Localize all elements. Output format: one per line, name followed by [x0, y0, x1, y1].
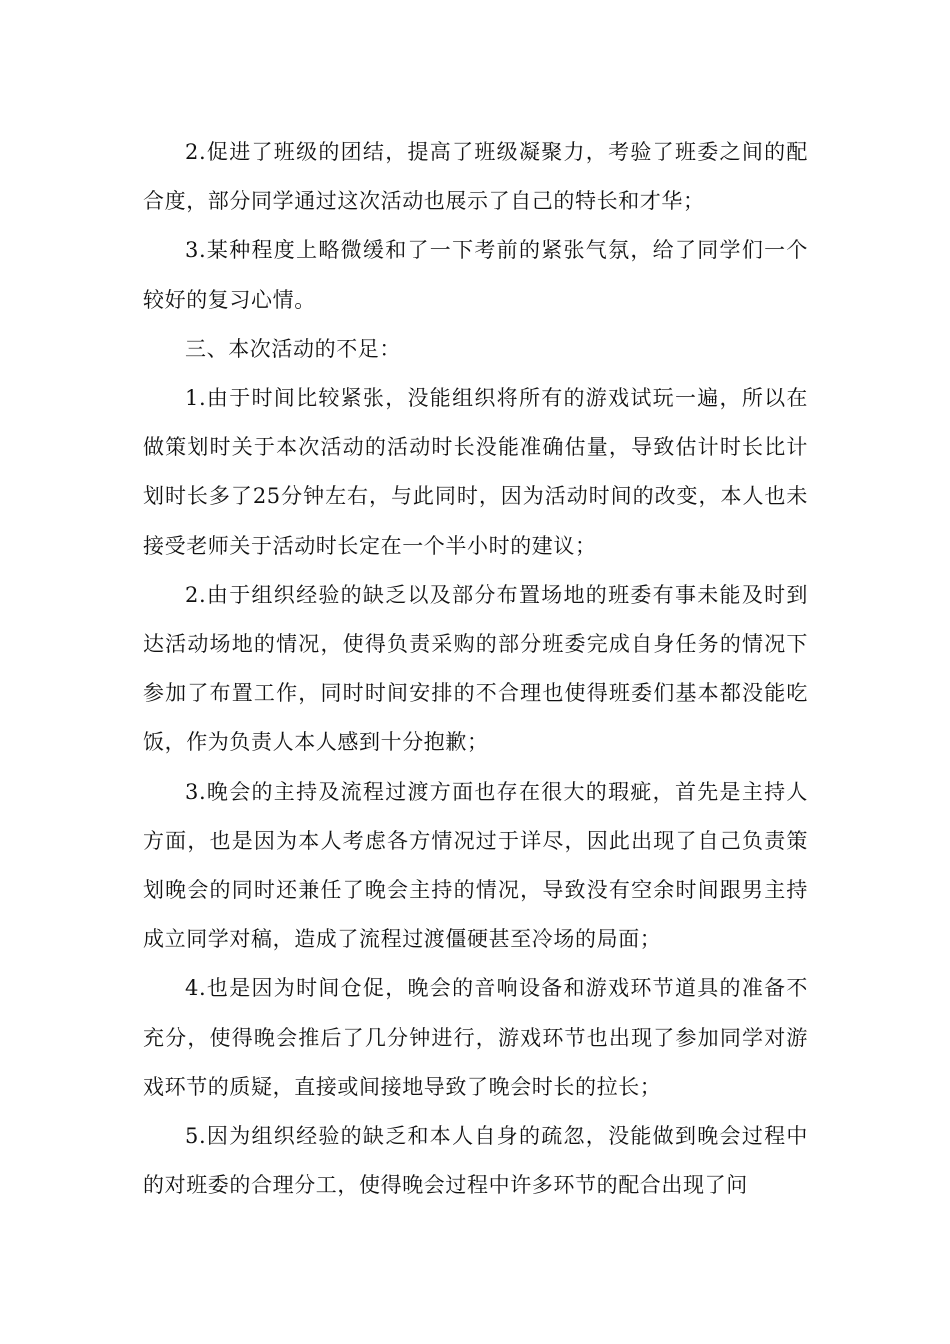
paragraph-shortcoming-3: 3.晚会的主持及流程过渡方面也存在很大的瑕疵，首先是主持人方面，也是因为本人考虑各方情况过于详尽，因此出现了自己负责策划晚会的同时还兼任了晚会主持的情况，导致没有空余时间跟男主持成立同学对稿，造成了流程过渡僵硬甚至冷场的局面；	[143, 779, 808, 952]
paragraph-shortcoming-5: 5.因为组织经验的缺乏和本人自身的疏忽，没能做到晚会过程中的对班委的合理分工，使得晚会过程中许多环节的配合出现了问	[143, 1124, 808, 1198]
paragraph-shortcoming-2: 2.由于组织经验的缺乏以及部分布置场地的班委有事未能及时到达活动场地的情况，使得负责采购的部分班委完成自身任务的情况下参加了布置工作，同时时间安排的不合理也使得班委们基本都没能吃饭，作为负责人本人感到十分抱歉；	[143, 582, 808, 755]
paragraph-shortcoming-1: 1.由于时间比较紧张，没能组织将所有的游戏试玩一遍，所以在做策划时关于本次活动的活动时长没能准确估量，导致估计时长比计划时长多了25分钟左右，与此同时，因为活动时间的改变，本人也未接受老师关于活动时长定在一个半小时的建议；	[143, 386, 808, 558]
paragraph-shortcoming-4: 4.也是因为时间仓促，晚会的音响设备和游戏环节道具的准备不充分，使得晚会推后了几分钟进行，游戏环节也出现了参加同学对游戏环节的质疑，直接或间接地导致了晚会时长的拉长；	[143, 976, 808, 1099]
section-heading-shortcomings: 三、本次活动的不足：	[185, 336, 401, 361]
paragraph-achievement-3: 3.某种程度上略微缓和了一下考前的紧张气氛，给了同学们一个较好的复习心情。	[143, 238, 808, 312]
paragraph-achievement-2: 2.促进了班级的团结，提高了班级凝聚力，考验了班委之间的配合度，部分同学通过这次活动也展示了自己的特长和才华；	[143, 140, 808, 214]
document-body	[143, 128, 808, 1210]
